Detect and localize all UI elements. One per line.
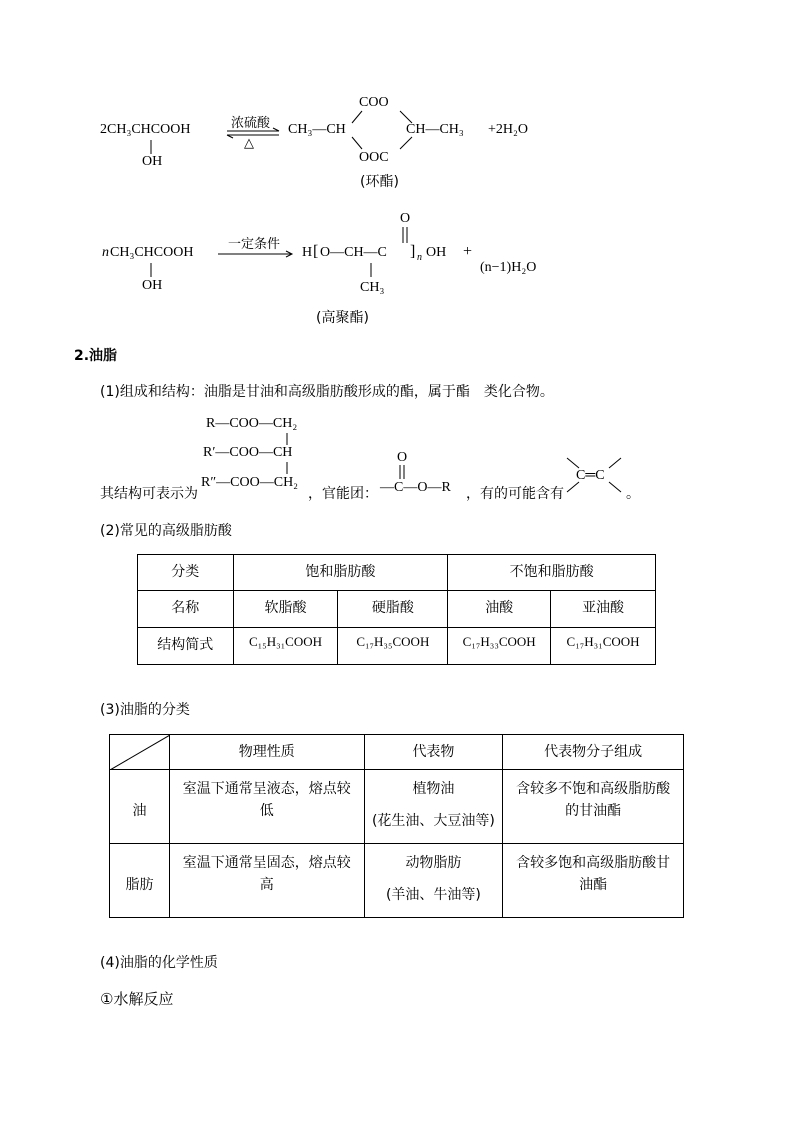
carbonyl-double-bond [402, 227, 408, 243]
func-group: —C—O—R [380, 480, 451, 495]
header-class: 分类 [138, 555, 234, 591]
structure-line-1: R—COO—CH₂ [206, 416, 298, 431]
header-physical: 物理性质 [169, 735, 364, 770]
paragraph-hydrolysis: ①水解反应 [100, 990, 174, 1008]
reaction1-bond-line [150, 140, 152, 154]
header-formula: 结构简式 [138, 628, 234, 665]
table-cell: 油酸 [448, 591, 551, 628]
func-o: O [397, 450, 408, 465]
section-title: 2.油脂 [74, 348, 118, 364]
table-cell: 硬脂酸 [338, 591, 448, 628]
fatty-acid-table [137, 554, 656, 665]
diagonal-line [110, 735, 170, 770]
table-cell [364, 770, 503, 844]
reaction2-product-start: H [302, 245, 313, 260]
reaction2-ch3: CH₃ [360, 280, 385, 295]
header-representative: 代表物 [364, 735, 503, 770]
reaction2-plus: + [463, 243, 473, 260]
paragraph-classification: (3)油脂的分类 [100, 702, 190, 718]
rep-examples: (羊油、牛油等) [385, 887, 481, 903]
rep-name: 动物脂肪 [405, 855, 462, 871]
paragraph-chemical-properties: (4)油脂的化学性质 [100, 955, 218, 971]
table-cell: 室温下通常呈固态，熔点较高 [169, 844, 364, 918]
bracket-close-icon: ] [410, 243, 416, 260]
header-composition: 代表物分子组成 [503, 735, 684, 770]
table-cell: 亚油酸 [551, 591, 656, 628]
classification-table [109, 734, 684, 918]
paragraph-composition: (1)组成和结构：油脂是甘油和高级脂肪酸形成的酯，属于酯 类化合物。 [100, 384, 554, 400]
header-unsaturated: 不饱和脂肪酸 [448, 555, 656, 591]
header-saturated: 饱和脂肪酸 [233, 555, 448, 591]
diagonal-header-cell [110, 735, 170, 770]
paragraph-fatty-acids: (2)常见的高级脂肪酸 [100, 523, 232, 539]
reaction1-product-name: (环酯) [360, 174, 399, 190]
reaction1-oh: OH [142, 154, 163, 169]
row-label-oil: 油 [110, 770, 170, 844]
structure-line-3: R″—COO—CH₂ [201, 475, 299, 490]
table-cell: C₁₇H₃₅COOH [338, 628, 448, 665]
table-cell: 室温下通常呈液态，熔点较低 [169, 770, 364, 844]
reaction2-reactant: CH₃CHCOOH [110, 245, 194, 260]
reaction2-n: n [102, 245, 109, 260]
reaction2-condition: 一定条件 [228, 237, 281, 252]
reaction2-carbonyl-o: O [400, 211, 411, 226]
reaction2-product-o: O—CH—C [320, 245, 387, 260]
reaction2-product-end: OH [426, 245, 447, 260]
reaction1-coo: COO [359, 95, 389, 110]
sentence-end: 。 [626, 486, 640, 502]
structure-bond-2 [286, 462, 288, 474]
reaction1-water: +2H₂O [488, 122, 528, 137]
table-cell: 含较多不饱和高级脂肪酸的甘油酯 [503, 770, 684, 844]
rep-examples: (花生油、大豆油等) [371, 813, 495, 829]
structure-bond-1 [286, 433, 288, 445]
reaction2-water: (n−1)H₂O [480, 260, 537, 275]
header-name: 名称 [138, 591, 234, 628]
reaction1-right-group: CH—CH₃ [406, 122, 464, 137]
structure-line-2: R′—COO—CH [203, 445, 293, 460]
arrow-right-icon [218, 250, 294, 258]
reaction1-condition-top: 浓硫酸 [231, 116, 271, 131]
reaction1-reactant: 2CH₃CHCOOH [100, 122, 191, 137]
table-cell: C₁₇H₃₃COOH [448, 628, 551, 665]
reaction1-left-group: CH₃—CH [288, 122, 346, 137]
reaction1-ooc: OOC [359, 150, 389, 165]
structure-prefix: 其结构可表示为 [100, 486, 198, 502]
table-cell: 软脂酸 [233, 591, 338, 628]
reaction2-subscript-n: n [417, 252, 422, 263]
table-cell: 含较多饱和高级脂肪酸甘油酯 [503, 844, 684, 918]
table-cell: C₁₇H₃₁COOH [551, 628, 656, 665]
table-cell: C₁₅H₃₁COOH [233, 628, 338, 665]
reaction2-methyl-bond [370, 263, 372, 277]
reaction2-bond-line [150, 263, 152, 277]
bracket-open-icon: [ [313, 243, 319, 260]
ring-bonds [340, 105, 420, 157]
reaction1-condition-bottom: △ [244, 136, 254, 151]
alkene: C═C [576, 468, 605, 483]
row-label-fat: 脂肪 [110, 844, 170, 918]
table-cell [364, 844, 503, 918]
func-double-bond [399, 465, 405, 479]
reaction2-oh: OH [142, 278, 163, 293]
reaction2-product-name: (高聚酯) [316, 310, 369, 326]
rep-name: 植物油 [412, 781, 455, 797]
func-label: ，官能团： [308, 486, 378, 502]
func-suffix: ，有的可能含有 [466, 486, 564, 502]
